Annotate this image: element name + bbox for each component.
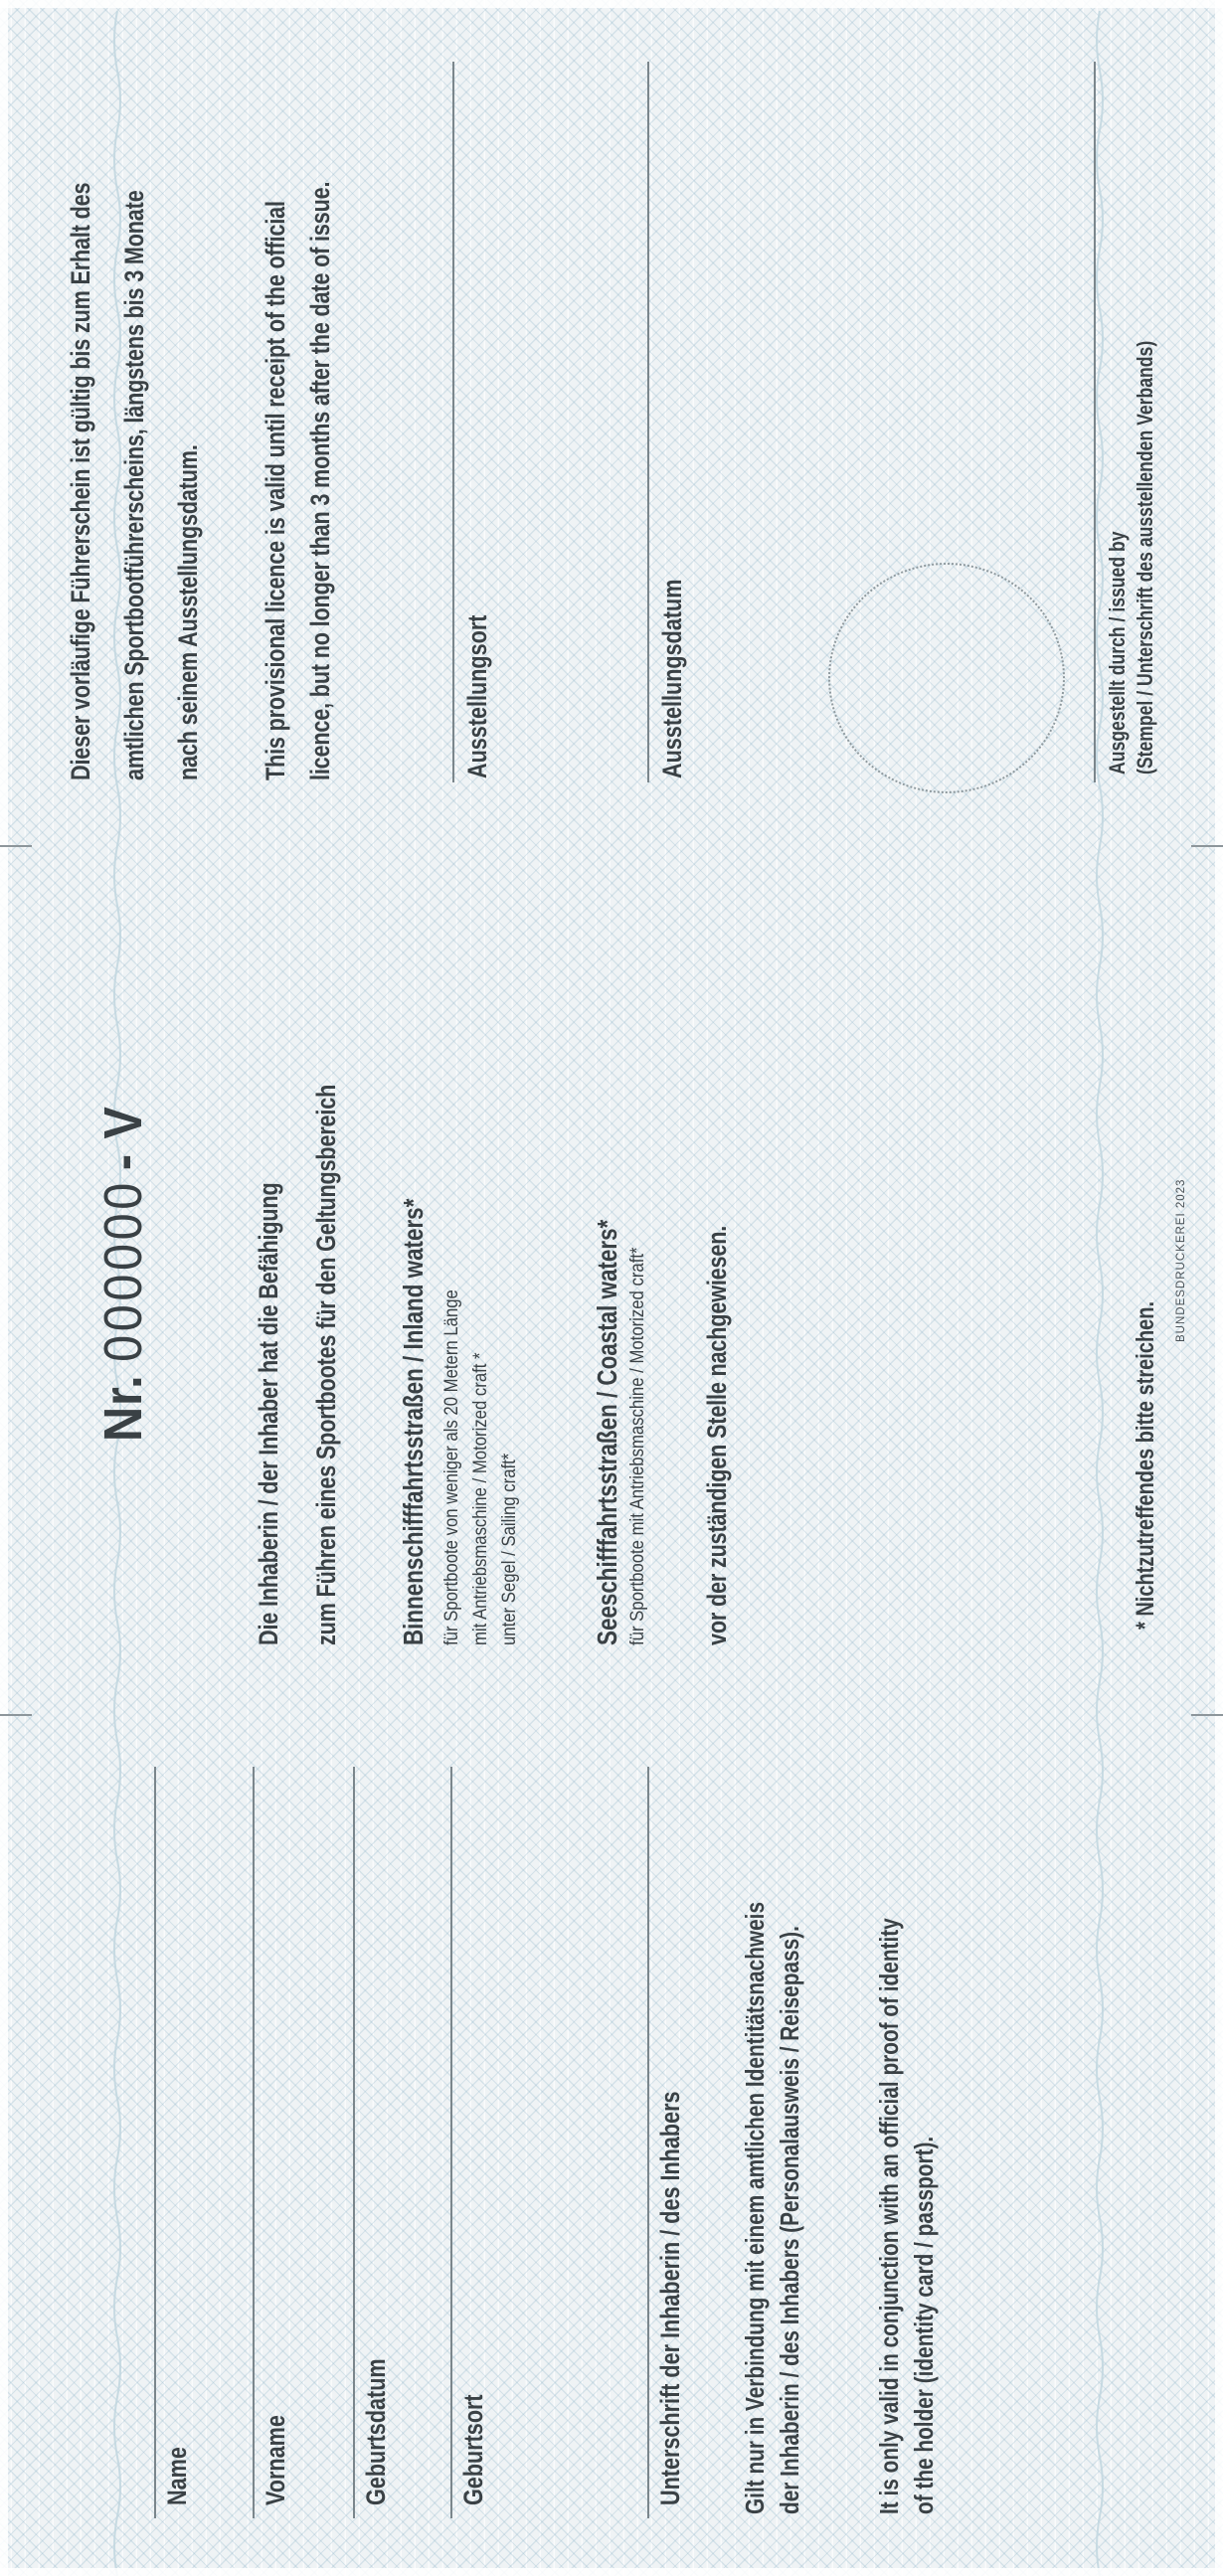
issuer-caption [1104, 341, 1159, 774]
field-rule-name [154, 1767, 156, 2518]
fold-mark-2-bottom [1191, 845, 1223, 847]
field-label-issue-place: Ausstellungsort [462, 614, 492, 778]
serial-number [92, 1106, 154, 1442]
fold-mark-1-bottom [1191, 1714, 1223, 1716]
category-inland-title: Binnenschifffahrtsstraßen / Inland waters* [398, 1198, 429, 1645]
identity-note-german-line2: der Inhaberin / des Inhabers (Personalausweis / Reisepass). [775, 1926, 804, 2514]
field-rule-birthplace [450, 1767, 452, 2518]
identity-note-german [738, 1902, 807, 2514]
validity-text-german [54, 183, 215, 780]
identity-note-english-line2: of the holder (identity card / passport). [909, 2136, 939, 2514]
field-rule-issue-date [647, 62, 649, 782]
field-label-birthplace: Geburtsort [458, 2394, 488, 2505]
stamp-circle [828, 563, 1065, 793]
entitlement-statement-line2: zum Führen eines Sportbootes für den Geltungsbereich [311, 1084, 341, 1645]
paper-edge-right [0, 0, 1223, 8]
field-rule-signature [647, 1767, 649, 2518]
printer-mark: BUNDESDRUCKEREI 2023 [1175, 1178, 1187, 1342]
paper-edge-bottom [1215, 0, 1223, 2576]
validity-german-line1: Dieser vorläufige Führerschein ist gültig bis zum Erhalt des [66, 182, 95, 780]
fold-mark-1-top [0, 1714, 32, 1716]
issuer-caption-line1: Ausgestellt durch / issued by [1105, 531, 1130, 774]
validity-english-line2: licence, but no longer than 3 months after the date of issue. [305, 181, 335, 780]
field-rule-issuer-signature [1094, 62, 1096, 782]
category-inland-detail1: für Sportboote von weniger als 20 Metern Länge [441, 1289, 462, 1645]
field-label-issue-date: Ausstellungsdatum [657, 579, 687, 778]
paper-edge-left [0, 2568, 1223, 2576]
field-rule-issue-place [452, 62, 454, 782]
validity-german-line3: nach seinem Ausstellungsdatum. [173, 444, 203, 780]
category-inland-detail3: unter Segel / Sailing craft* [499, 1453, 520, 1645]
validity-text-english [254, 182, 343, 780]
category-coastal-title: Seeschifffahrtsstraßen / Coastal waters* [592, 1219, 622, 1645]
field-label-signature: Unterschrift der Inhaberin / des Inhabers [655, 2091, 685, 2505]
field-rule-birthdate [353, 1767, 355, 2518]
identity-note-english-line1: It is only valid in conjunction with an official proof of identity [874, 1918, 904, 2514]
field-label-firstname: Vorname [261, 2415, 290, 2505]
validity-english-line1: This provisional licence is valid until receipt of the official [261, 201, 290, 780]
serial-digits: 000000 [93, 1179, 153, 1362]
field-label-name: Name [162, 2447, 192, 2505]
entitlement-statement-line1: Die Inhaberin / der Inhaber hat die Befähigung [254, 1182, 283, 1645]
field-rule-firstname [253, 1767, 255, 2518]
validity-german-line2: amtlichen Sportbootführerscheins, längstens bis 3 Monate [119, 190, 149, 780]
category-coastal-detail1: für Sportboote mit Antriebsmaschine / Motorized craft* [627, 1247, 648, 1645]
entitlement-closing: vor der zuständigen Stelle nachgewiesen. [702, 1225, 732, 1645]
strike-out-footnote: * Nichtzutreffendes bitte streichen. [1132, 1300, 1159, 1630]
fold-mark-2-top [0, 845, 32, 847]
identity-note-german-line1: Gilt nur in Verbindung mit einem amtlichen Identitätsnachweis [740, 1901, 770, 2514]
serial-prefix: Nr. [93, 1374, 153, 1442]
field-label-birthdate: Geburtsdatum [361, 2358, 391, 2505]
serial-suffix: - V [93, 1106, 153, 1171]
issuer-caption-line2: (Stempel / Unterschrift des ausstellenden Verbands) [1133, 340, 1157, 774]
identity-note-english [872, 1918, 942, 2514]
paper-edge-top [0, 0, 8, 2576]
category-inland-detail2: mit Antriebsmaschine / Motorized craft * [470, 1352, 491, 1645]
